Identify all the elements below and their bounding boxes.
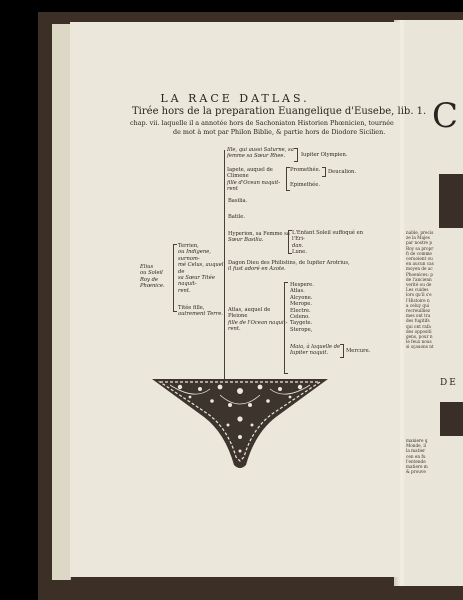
text-line: moyen de ac: [406, 266, 433, 272]
text-line: Sœur Basilia.: [228, 237, 264, 244]
text-line: l'Histoire n: [406, 297, 430, 303]
text-line: fille de l'Ocean naquit-: [228, 319, 288, 326]
list-item: Electre.: [290, 307, 311, 314]
text-line: rent.: [178, 287, 191, 294]
list-item: Taygete.: [290, 320, 313, 327]
brace-root: [173, 244, 177, 312]
list-item: Alcyone.: [290, 294, 313, 301]
text-line: des fugitifs: [406, 318, 430, 324]
text-line: le feux nous: [406, 339, 432, 345]
text-line: mé Celus, auquel de: [178, 262, 224, 275]
text-line: rent: [227, 186, 238, 193]
text-line: il fust adoré en Azote.: [228, 266, 286, 273]
text-line: des oppositi: [406, 328, 432, 334]
text-line: maniere q: [406, 438, 428, 443]
text-line: femme sa Sœur Rhee.: [227, 153, 286, 160]
text-line: Phœnice.: [140, 283, 165, 290]
text-line: Ille, qui aussi Saturne, sa: [227, 147, 294, 153]
page-title: LA RACE DATLAS.: [160, 92, 310, 105]
text-line: Roy sa propr: [406, 245, 434, 251]
brace-atlas: [284, 282, 288, 374]
text-line: fi de comme: [406, 250, 432, 256]
text-line: qui ont rafa: [406, 323, 431, 329]
node-mercure: Mercure.: [346, 348, 371, 354]
node-basilia: Basilia.: [228, 198, 248, 204]
subtitle-line-1: Tirée hors de la preparation Euangelique d'Eusebe, lib. 1.: [132, 106, 427, 117]
text-line: si sçauons nt: [406, 344, 434, 350]
facing-letter: C: [432, 96, 459, 136]
facing-dropcap-2-icon: [440, 402, 463, 436]
text-line: verité ou de: [406, 282, 432, 288]
ornament-icon: [150, 377, 330, 472]
text-line: ze la Majes: [406, 235, 430, 241]
subtitle-line-3: de mot à mot par Philon Biblie, & partie hors de Diodore Sicilien.: [173, 128, 386, 136]
text-line: L'Enfant Soleil suffoqué en l'Eri-: [292, 230, 364, 243]
underlying-page-edge: [52, 24, 71, 580]
node-iapete: [227, 167, 287, 193]
text-line: cen en fu: [406, 453, 426, 459]
text-line: Monde, il: [406, 443, 427, 449]
text-line: mes ont tra: [406, 313, 431, 319]
text-line: Elius: [140, 264, 154, 270]
text-line: sa Sœur Titée naquit-: [178, 275, 215, 288]
list-item: Sterope,: [290, 326, 313, 333]
node-deucalion: Deucalion.: [328, 169, 356, 175]
text-line: lors qu'il s'e: [406, 292, 432, 298]
node-titee: [178, 305, 228, 318]
node-terrien: [178, 243, 230, 294]
text-line: la matier: [406, 448, 426, 454]
text-line: ceruoient ou: [406, 256, 433, 262]
text-line: Phoenices: p: [406, 271, 433, 277]
text-line: Roy de: [140, 276, 158, 283]
facing-lower-heading: DE: [440, 378, 458, 388]
text-line: Dagon Dieu des Philistins, de Iupiter Arotrius,: [228, 260, 350, 266]
node-batile: Batile.: [228, 214, 246, 220]
subtitle-line-2: chap. vii. laquelle il a annotée hors de Sachoniaton Historien Phœnicien, tournée: [130, 119, 394, 127]
text-line: gens, pour n: [406, 334, 433, 340]
facing-dropcap-icon: [439, 174, 463, 228]
text-line: l'entende: [406, 458, 426, 464]
node-jupiter-olympien: Iupiter Olympien.: [301, 152, 348, 158]
facing-lower-text: [406, 438, 428, 474]
text-line: par nostre p: [406, 240, 433, 246]
text-line: de l'ancienn: [406, 276, 432, 282]
node-elius: [140, 264, 172, 290]
node-hyperion: [228, 231, 292, 244]
text-line: matiere m: [406, 464, 428, 470]
text-line: autrement Terre.: [178, 311, 223, 318]
node-maia: [290, 344, 342, 357]
text-line: Iapete, auquel de Climene: [227, 167, 273, 180]
text-line: en aucun cas: [406, 261, 434, 267]
list-item: Atlas.: [290, 288, 305, 295]
text-line: rent.: [228, 326, 241, 333]
text-line: nable, precis: [406, 230, 434, 235]
node-hyperion-children: [292, 230, 370, 256]
text-line: recreuilliez: [406, 308, 431, 314]
pleiades-list: [290, 282, 314, 333]
brace-maia: [340, 344, 344, 358]
node-dagon: [228, 260, 368, 273]
text-line: Titée fille,: [178, 305, 205, 311]
facing-text-block: [406, 230, 434, 350]
text-line: ou Indigene, surnom-: [178, 249, 211, 262]
text-line: fille d'Ocean naquit-: [227, 179, 281, 186]
node-ille: [227, 147, 295, 160]
node-promethee: Promethée.: [290, 167, 321, 173]
node-atlas: [228, 307, 288, 333]
text-line: Iupiter naquit.: [290, 350, 329, 357]
text-line: ou Soleil: [140, 270, 163, 277]
text-line: Atlas, auquel de Pleione: [228, 307, 271, 320]
text-line: Terrien,: [178, 243, 199, 249]
node-epimethee: Epimethée.: [290, 182, 320, 188]
list-item: Merope.: [290, 301, 313, 308]
text-line: Lune.: [292, 249, 307, 256]
list-item: Hespere.: [290, 282, 314, 288]
brace-ille: [294, 148, 298, 162]
list-item: Celeno.: [290, 314, 310, 321]
text-line: dan.: [292, 242, 304, 249]
text-line: Hyperion, sa Femme sa: [228, 231, 290, 237]
text-line: & prouve: [406, 469, 426, 475]
brace-promethee: [322, 167, 326, 177]
text-line: Maia, à laquelle de: [290, 344, 341, 350]
text-line: a celuy qui: [406, 302, 430, 308]
text-line: Les cuides: [406, 287, 429, 293]
